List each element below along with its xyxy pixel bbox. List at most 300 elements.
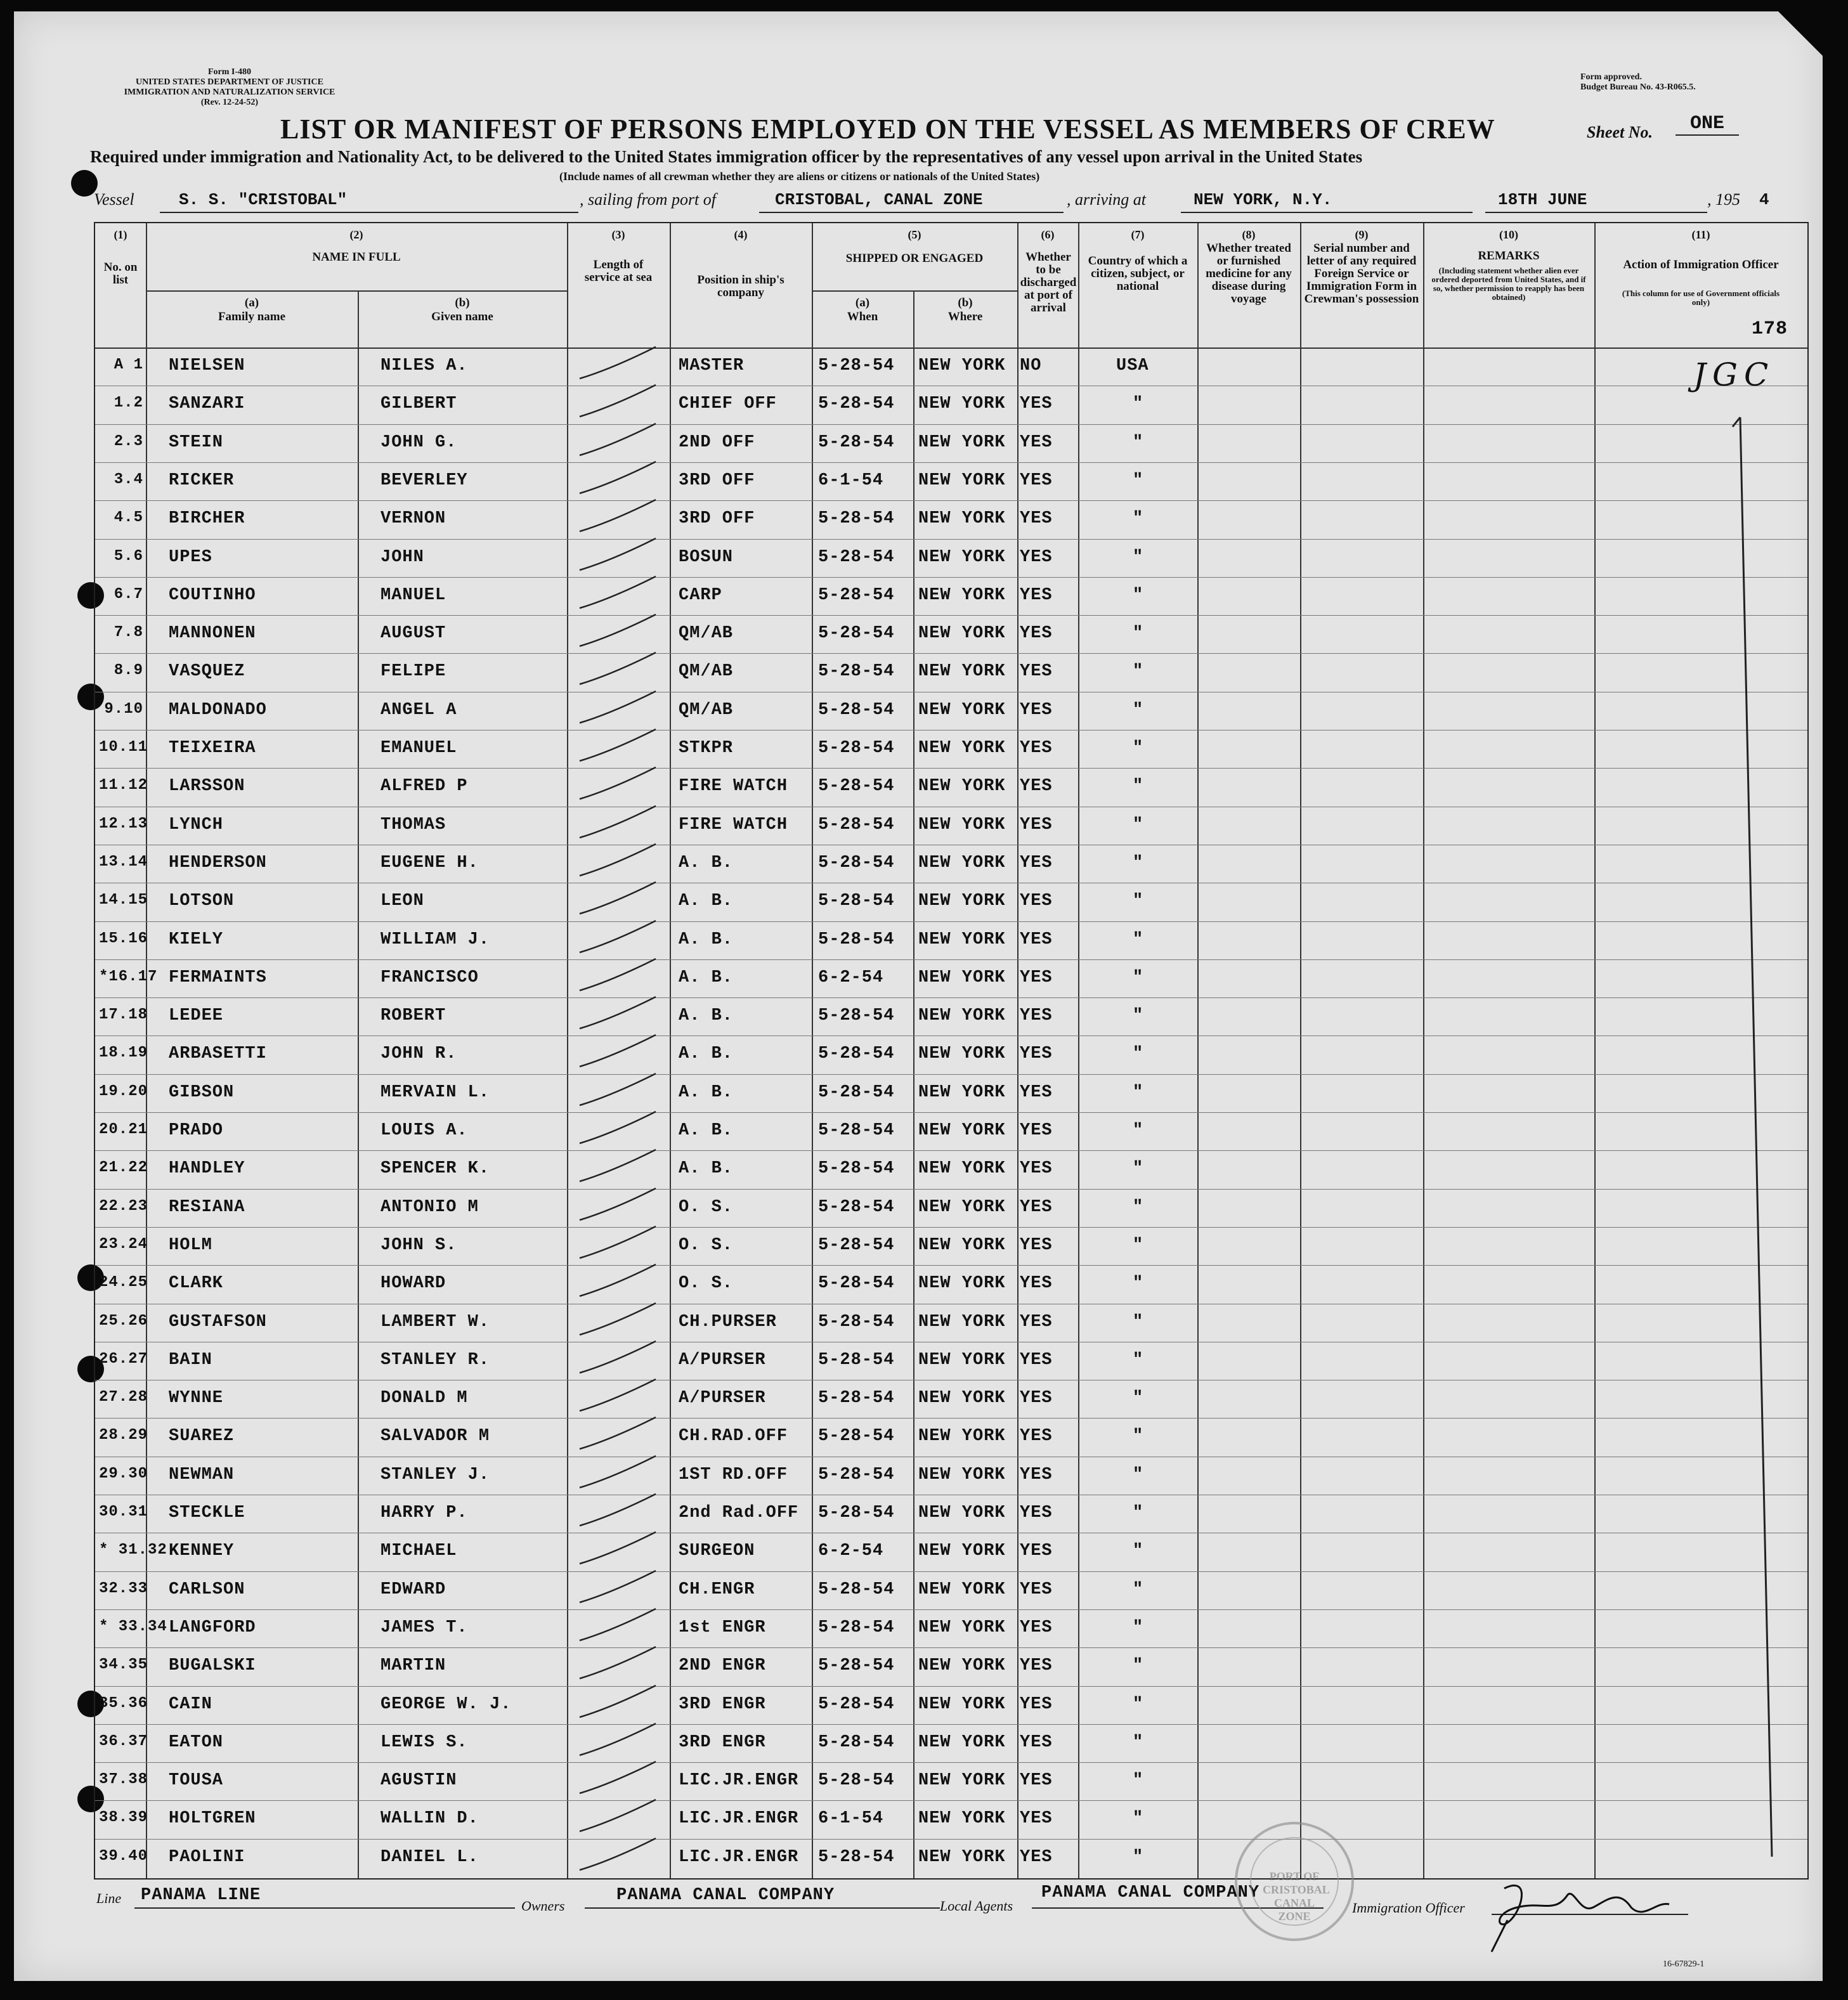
family-name: HANDLEY — [169, 1159, 245, 1179]
family-name: LANGFORD — [169, 1618, 256, 1637]
position: A. B. — [679, 1082, 734, 1102]
col11-note: (This column for use of Government officials only) — [1622, 289, 1780, 307]
country: " — [1133, 585, 1144, 605]
discharge-status: NO — [1020, 356, 1042, 375]
arrival-port: NEW YORK, N.Y. — [1194, 190, 1332, 209]
given-name: ALFRED P — [381, 777, 468, 796]
country: " — [1133, 1274, 1144, 1294]
shipped-subheader-line — [812, 290, 1017, 292]
given-name: NILES A. — [381, 356, 468, 375]
row-number: 22.23 — [99, 1197, 148, 1215]
row-divider — [95, 577, 1807, 578]
table-row — [95, 1265, 1807, 1303]
country: " — [1133, 1656, 1144, 1676]
position: A. B. — [679, 930, 734, 949]
row-number: 18.19 — [99, 1044, 148, 1062]
row-number: 26.27 — [99, 1350, 148, 1368]
given-name: EUGENE H. — [381, 853, 479, 873]
given-name: MARTIN — [381, 1656, 446, 1676]
discharge-status: YES — [1020, 968, 1053, 987]
shipped-when: 5-28-54 — [818, 853, 895, 873]
family-name: KIELY — [169, 930, 224, 949]
country: " — [1133, 815, 1144, 834]
table-row — [95, 1800, 1807, 1838]
position: A. B. — [679, 1006, 734, 1026]
col11-number: (11) — [1691, 228, 1710, 241]
row-number: 35.36 — [99, 1694, 148, 1712]
discharge-status: YES — [1020, 1389, 1053, 1408]
discharge-status: YES — [1020, 1465, 1053, 1484]
given-name: EDWARD — [381, 1580, 446, 1599]
discharge-status: YES — [1020, 432, 1053, 452]
shipped-when: 5-28-54 — [818, 1389, 895, 1408]
row-number: 13.14 — [99, 853, 148, 871]
shipped-where: NEW YORK — [918, 1159, 1006, 1179]
country: " — [1133, 1465, 1144, 1484]
table-row — [95, 845, 1807, 883]
department-name: UNITED STATES DEPARTMENT OF JUSTICE — [136, 77, 323, 87]
col2a-title: Family name — [218, 310, 286, 323]
country: USA — [1116, 356, 1149, 375]
name-subheader-line — [146, 290, 567, 292]
position: A. B. — [679, 1121, 734, 1140]
position: 3RD OFF — [679, 471, 755, 490]
shipped-where: NEW YORK — [918, 1580, 1006, 1599]
row-number: 32.33 — [99, 1580, 148, 1597]
col2-number: (2) — [349, 228, 363, 241]
position: 3RD OFF — [679, 509, 755, 529]
family-name: RICKER — [169, 471, 235, 490]
table-row — [95, 1762, 1807, 1800]
country: " — [1133, 1159, 1144, 1179]
col3-number: (3) — [611, 228, 625, 241]
country: " — [1133, 1006, 1144, 1026]
position: 2ND OFF — [679, 432, 755, 452]
row-number: 23.24 — [99, 1235, 148, 1253]
given-name: ANGEL A — [381, 700, 457, 720]
shipped-where: NEW YORK — [918, 968, 1006, 987]
country: " — [1133, 1082, 1144, 1102]
col7-number: (7) — [1131, 228, 1145, 241]
family-name: RESIANA — [169, 1197, 245, 1217]
table-row — [95, 1457, 1807, 1495]
shipped-when: 5-28-54 — [818, 585, 895, 605]
form-revision: (Rev. 12-24-52) — [200, 98, 259, 107]
position: QM/AB — [679, 624, 734, 644]
col11-number-stamp: 178 — [1752, 318, 1788, 340]
shipped-where: NEW YORK — [918, 1235, 1006, 1255]
col9-title: Serial number and letter of any required Foreign Service or Immigration Form in Crewman's possession — [1304, 242, 1419, 306]
family-name: GUSTAFSON — [169, 1312, 267, 1332]
row-number: *16.17 — [99, 968, 158, 985]
col8-number: (8) — [1242, 228, 1256, 241]
row-divider — [95, 1227, 1807, 1228]
form-agency-block — [96, 67, 363, 108]
position: LIC.JR.ENGR — [679, 1771, 799, 1791]
country: " — [1133, 1197, 1144, 1217]
shipped-when: 5-28-54 — [818, 1197, 895, 1217]
form-number: Form I-480 — [207, 67, 252, 77]
row-divider — [95, 1647, 1807, 1648]
position: A. B. — [679, 1159, 734, 1179]
budget-bureau: Budget Bureau No. 43-R065.5. — [1580, 82, 1696, 92]
shipped-when: 5-28-54 — [818, 1771, 895, 1791]
country: " — [1133, 700, 1144, 720]
given-name: WALLIN D. — [381, 1809, 479, 1829]
position: A/PURSER — [679, 1350, 766, 1370]
family-name: ARBASETTI — [169, 1044, 267, 1064]
sailing-port: CRISTOBAL, CANAL ZONE — [775, 190, 983, 209]
row-number: 5.6 — [114, 547, 143, 565]
position: A. B. — [679, 892, 734, 911]
vessel-name: S. S. "CRISTOBAL" — [179, 190, 348, 209]
discharge-status: YES — [1020, 1427, 1053, 1446]
family-name: FERMAINTS — [169, 968, 267, 987]
shipped-where: NEW YORK — [918, 1465, 1006, 1484]
col2a-number: (a) — [244, 296, 259, 309]
discharge-status: YES — [1020, 1656, 1053, 1676]
shipped-where: NEW YORK — [918, 1732, 1006, 1752]
shipped-when: 5-28-54 — [818, 815, 895, 834]
table-row — [95, 997, 1807, 1036]
row-divider — [95, 959, 1807, 960]
position: CH.ENGR — [679, 1580, 755, 1599]
family-name: SUAREZ — [169, 1427, 235, 1446]
given-name: FRANCISCO — [381, 968, 479, 987]
shipped-when: 5-28-54 — [818, 1427, 895, 1446]
shipped-where: NEW YORK — [918, 930, 1006, 949]
given-name: MANUEL — [381, 585, 446, 605]
col5b-number: (b) — [958, 296, 973, 309]
row-number: 12.13 — [99, 815, 148, 833]
shipped-where: NEW YORK — [918, 432, 1006, 452]
discharge-status: YES — [1020, 1235, 1053, 1255]
country: " — [1133, 509, 1144, 529]
shipped-where: NEW YORK — [918, 1771, 1006, 1791]
row-number: 17.18 — [99, 1006, 148, 1024]
position: A. B. — [679, 968, 734, 987]
discharge-status: YES — [1020, 509, 1053, 529]
position: O. S. — [679, 1235, 734, 1255]
col2-title: NAME IN FULL — [312, 250, 401, 264]
shipped-when: 5-28-54 — [818, 1235, 895, 1255]
arrival-date: 18TH JUNE — [1498, 190, 1587, 209]
row-number: 19.20 — [99, 1082, 148, 1100]
given-name: THOMAS — [381, 815, 446, 834]
row-number: 24.25 — [99, 1274, 148, 1292]
shipped-when: 5-28-54 — [818, 1694, 895, 1714]
col5b-title: Where — [947, 310, 983, 323]
table-row — [95, 1304, 1807, 1342]
row-divider — [95, 462, 1807, 463]
country: " — [1133, 1121, 1144, 1140]
row-number: 7.8 — [114, 624, 143, 642]
include-note: (Include names of all crewman whether they are aliens or citizens or nationals of the United States) — [559, 170, 1040, 183]
position: CH.RAD.OFF — [679, 1427, 788, 1446]
given-name: AGUSTIN — [381, 1771, 457, 1791]
shipped-when: 5-28-54 — [818, 1656, 895, 1676]
shipped-when: 5-28-54 — [818, 394, 895, 414]
given-name: JOHN — [381, 547, 424, 567]
table-row — [95, 424, 1807, 462]
given-name: LEON — [381, 892, 424, 911]
date-underline — [1485, 212, 1707, 213]
line-value: PANAMA LINE — [141, 1886, 261, 1905]
given-name: DONALD M — [381, 1389, 468, 1408]
col5-number: (5) — [908, 228, 921, 241]
family-name: KENNEY — [169, 1542, 235, 1561]
given-name: HOWARD — [381, 1274, 446, 1294]
shipped-when: 5-28-54 — [818, 1847, 895, 1867]
shipped-where: NEW YORK — [918, 1427, 1006, 1446]
family-name: PAOLINI — [169, 1847, 245, 1867]
shipped-when: 5-28-54 — [818, 1503, 895, 1523]
discharge-status: YES — [1020, 624, 1053, 644]
family-name: EATON — [169, 1732, 224, 1752]
country: " — [1133, 1312, 1144, 1332]
row-divider — [95, 615, 1807, 616]
discharge-status: YES — [1020, 1159, 1053, 1179]
shipped-where: NEW YORK — [918, 1503, 1006, 1523]
table-row — [95, 347, 1807, 386]
country: " — [1133, 1350, 1144, 1370]
row-divider — [95, 539, 1807, 540]
shipped-where: NEW YORK — [918, 1197, 1006, 1217]
discharge-status: YES — [1020, 662, 1053, 682]
table-row — [95, 500, 1807, 538]
position: LIC.JR.ENGR — [679, 1847, 799, 1867]
country: " — [1133, 1044, 1144, 1064]
shipped-where: NEW YORK — [918, 547, 1006, 567]
given-name: BEVERLEY — [381, 471, 468, 490]
row-number: 34.35 — [99, 1656, 148, 1674]
country: " — [1133, 892, 1144, 911]
shipped-where: NEW YORK — [918, 1847, 1006, 1867]
shipped-when: 5-28-54 — [818, 1274, 895, 1294]
discharge-status: YES — [1020, 1350, 1053, 1370]
shipped-where: NEW YORK — [918, 471, 1006, 490]
col6-title: Whether to be discharged at port of arrival — [1020, 250, 1077, 315]
shipped-when: 5-28-54 — [818, 892, 895, 911]
shipped-when: 6-2-54 — [818, 1542, 884, 1561]
row-divider — [95, 1112, 1807, 1113]
discharge-status: YES — [1020, 1694, 1053, 1714]
country: " — [1133, 394, 1144, 414]
position: 1st ENGR — [679, 1618, 766, 1637]
discharge-status: YES — [1020, 1082, 1053, 1102]
table-row — [95, 1112, 1807, 1150]
shipped-where: NEW YORK — [918, 1350, 1006, 1370]
shipped-where: NEW YORK — [918, 509, 1006, 529]
discharge-status: YES — [1020, 1618, 1053, 1637]
country: " — [1133, 471, 1144, 490]
requirement-statement: Required under immigration and Nationality Act, to be delivered to the United States immigration officer by the representatives of any vessel upon arrival in the United States — [90, 147, 1363, 166]
given-name: WILLIAM J. — [381, 930, 490, 949]
form-approval-block — [1580, 72, 1696, 93]
row-divider — [95, 1609, 1807, 1610]
position: 3RD ENGR — [679, 1694, 766, 1714]
table-row — [95, 577, 1807, 615]
given-name: MICHAEL — [381, 1542, 457, 1561]
officer-label: Immigration Officer — [1352, 1900, 1465, 1916]
discharge-status: YES — [1020, 1580, 1053, 1599]
service-name: IMMIGRATION AND NATURALIZATION SERVICE — [124, 88, 335, 97]
col4-number: (4) — [734, 228, 748, 241]
given-name: GILBERT — [381, 394, 457, 414]
discharge-status: YES — [1020, 815, 1053, 834]
shipped-when: 6-1-54 — [818, 1809, 884, 1829]
table-row — [95, 807, 1807, 845]
discharge-status: YES — [1020, 1809, 1053, 1829]
shipped-when: 5-28-54 — [818, 509, 895, 529]
table-row — [95, 462, 1807, 500]
given-name: LEWIS S. — [381, 1732, 468, 1752]
given-name: EMANUEL — [381, 739, 457, 758]
shipped-when: 5-28-54 — [818, 1006, 895, 1026]
shipped-when: 5-28-54 — [818, 739, 895, 758]
sheet-label: Sheet No. — [1587, 123, 1653, 141]
line-label: Line — [96, 1890, 122, 1906]
table-row — [95, 1380, 1807, 1418]
family-name: TEIXEIRA — [169, 739, 256, 758]
family-name: BAIN — [169, 1350, 212, 1370]
country: " — [1133, 777, 1144, 796]
table-row — [95, 1647, 1807, 1685]
row-number: 10.11 — [99, 739, 148, 756]
discharge-status: YES — [1020, 1312, 1053, 1332]
row-divider — [95, 1762, 1807, 1763]
given-name: JAMES T. — [381, 1618, 468, 1637]
col9-number: (9) — [1355, 228, 1369, 241]
row-number: 39.40 — [99, 1847, 148, 1865]
family-name: HENDERSON — [169, 853, 267, 873]
shipped-when: 5-28-54 — [818, 624, 895, 644]
row-divider — [95, 1074, 1807, 1075]
shipped-when: 5-28-54 — [818, 700, 895, 720]
family-name: UPES — [169, 547, 212, 567]
agents-value: PANAMA CANAL COMPANY — [1041, 1883, 1260, 1902]
country: " — [1133, 547, 1144, 567]
family-name: HOLTGREN — [169, 1809, 256, 1829]
given-name: AUGUST — [381, 624, 446, 644]
shipped-when: 5-28-54 — [818, 1732, 895, 1752]
given-name: MERVAIN L. — [381, 1082, 490, 1102]
shipped-when: 5-28-54 — [818, 1044, 895, 1064]
row-number: 29.30 — [99, 1465, 148, 1483]
table-row — [95, 1724, 1807, 1762]
discharge-status: YES — [1020, 1542, 1053, 1561]
position: O. S. — [679, 1197, 734, 1217]
family-name: LOTSON — [169, 892, 235, 911]
row-number: 14.15 — [99, 892, 148, 909]
position: A/PURSER — [679, 1389, 766, 1408]
discharge-status: YES — [1020, 1503, 1053, 1523]
discharge-status: YES — [1020, 1274, 1053, 1294]
col2b-title: Given name — [431, 310, 493, 323]
col6-number: (6) — [1041, 228, 1055, 241]
row-number: 2.3 — [114, 432, 143, 450]
form-approval: Form approved. — [1580, 72, 1642, 82]
col1-number: (1) — [114, 228, 127, 241]
position: 2nd Rad.OFF — [679, 1503, 799, 1523]
family-name: WYNNE — [169, 1389, 224, 1408]
table-row — [95, 539, 1807, 577]
shipped-where: NEW YORK — [918, 700, 1006, 720]
row-divider — [95, 730, 1807, 731]
country: " — [1133, 968, 1144, 987]
position: CHIEF OFF — [679, 394, 777, 414]
port-stamp-text: PORT OF CRISTOBAL CANAL ZONE — [1263, 1870, 1330, 1923]
given-name: JOHN R. — [381, 1044, 457, 1064]
position: 3RD ENGR — [679, 1732, 766, 1752]
row-divider — [95, 768, 1807, 769]
form-code: 16-67829-1 — [1663, 1959, 1705, 1969]
family-name: MALDONADO — [169, 700, 267, 720]
table-row — [95, 1150, 1807, 1188]
position: STKPR — [679, 739, 734, 758]
family-name: LEDEE — [169, 1006, 224, 1026]
owners-label: Owners — [521, 1898, 565, 1914]
table-row — [95, 692, 1807, 730]
shipped-where: NEW YORK — [918, 1121, 1006, 1140]
discharge-status: YES — [1020, 585, 1053, 605]
shipped-when: 5-28-54 — [818, 930, 895, 949]
table-row — [95, 1495, 1807, 1533]
col2b-number: (b) — [455, 296, 470, 309]
table-row — [95, 1189, 1807, 1227]
row-number: 21.22 — [99, 1159, 148, 1177]
shipped-where: NEW YORK — [918, 624, 1006, 644]
position: CARP — [679, 585, 722, 605]
country: " — [1133, 432, 1144, 452]
table-row — [95, 615, 1807, 653]
shipped-when: 5-28-54 — [818, 1350, 895, 1370]
row-divider — [95, 1571, 1807, 1572]
table-row — [95, 883, 1807, 921]
position: O. S. — [679, 1274, 734, 1294]
shipped-where: NEW YORK — [918, 1542, 1006, 1561]
given-name: SALVADOR M — [381, 1427, 490, 1446]
position: FIRE WATCH — [679, 777, 788, 796]
row-number: 15.16 — [99, 930, 148, 947]
given-name: LOUIS A. — [381, 1121, 468, 1140]
discharge-status: YES — [1020, 892, 1053, 911]
position: LIC.JR.ENGR — [679, 1809, 799, 1829]
shipped-when: 6-2-54 — [818, 968, 884, 987]
col10-number: (10) — [1499, 228, 1518, 241]
col5-title: SHIPPED OR ENGAGED — [845, 252, 984, 265]
shipped-when: 5-28-54 — [818, 1159, 895, 1179]
row-divider — [95, 1189, 1807, 1190]
family-name: STEIN — [169, 432, 224, 452]
shipped-when: 5-28-54 — [818, 356, 895, 375]
shipped-where: NEW YORK — [918, 585, 1006, 605]
table-row — [95, 1036, 1807, 1074]
row-number: 30.31 — [99, 1503, 148, 1521]
discharge-status: YES — [1020, 394, 1053, 414]
discharge-status: YES — [1020, 700, 1053, 720]
row-number: 4.5 — [114, 509, 143, 527]
given-name: SPENCER K. — [381, 1159, 490, 1179]
owners-underline — [585, 1907, 940, 1909]
table-row — [95, 386, 1807, 424]
position: QM/AB — [679, 662, 734, 682]
family-name: CAIN — [169, 1694, 212, 1714]
row-number: 25.26 — [99, 1312, 148, 1330]
position: FIRE WATCH — [679, 815, 788, 834]
position: BOSUN — [679, 547, 734, 567]
country: " — [1133, 739, 1144, 758]
